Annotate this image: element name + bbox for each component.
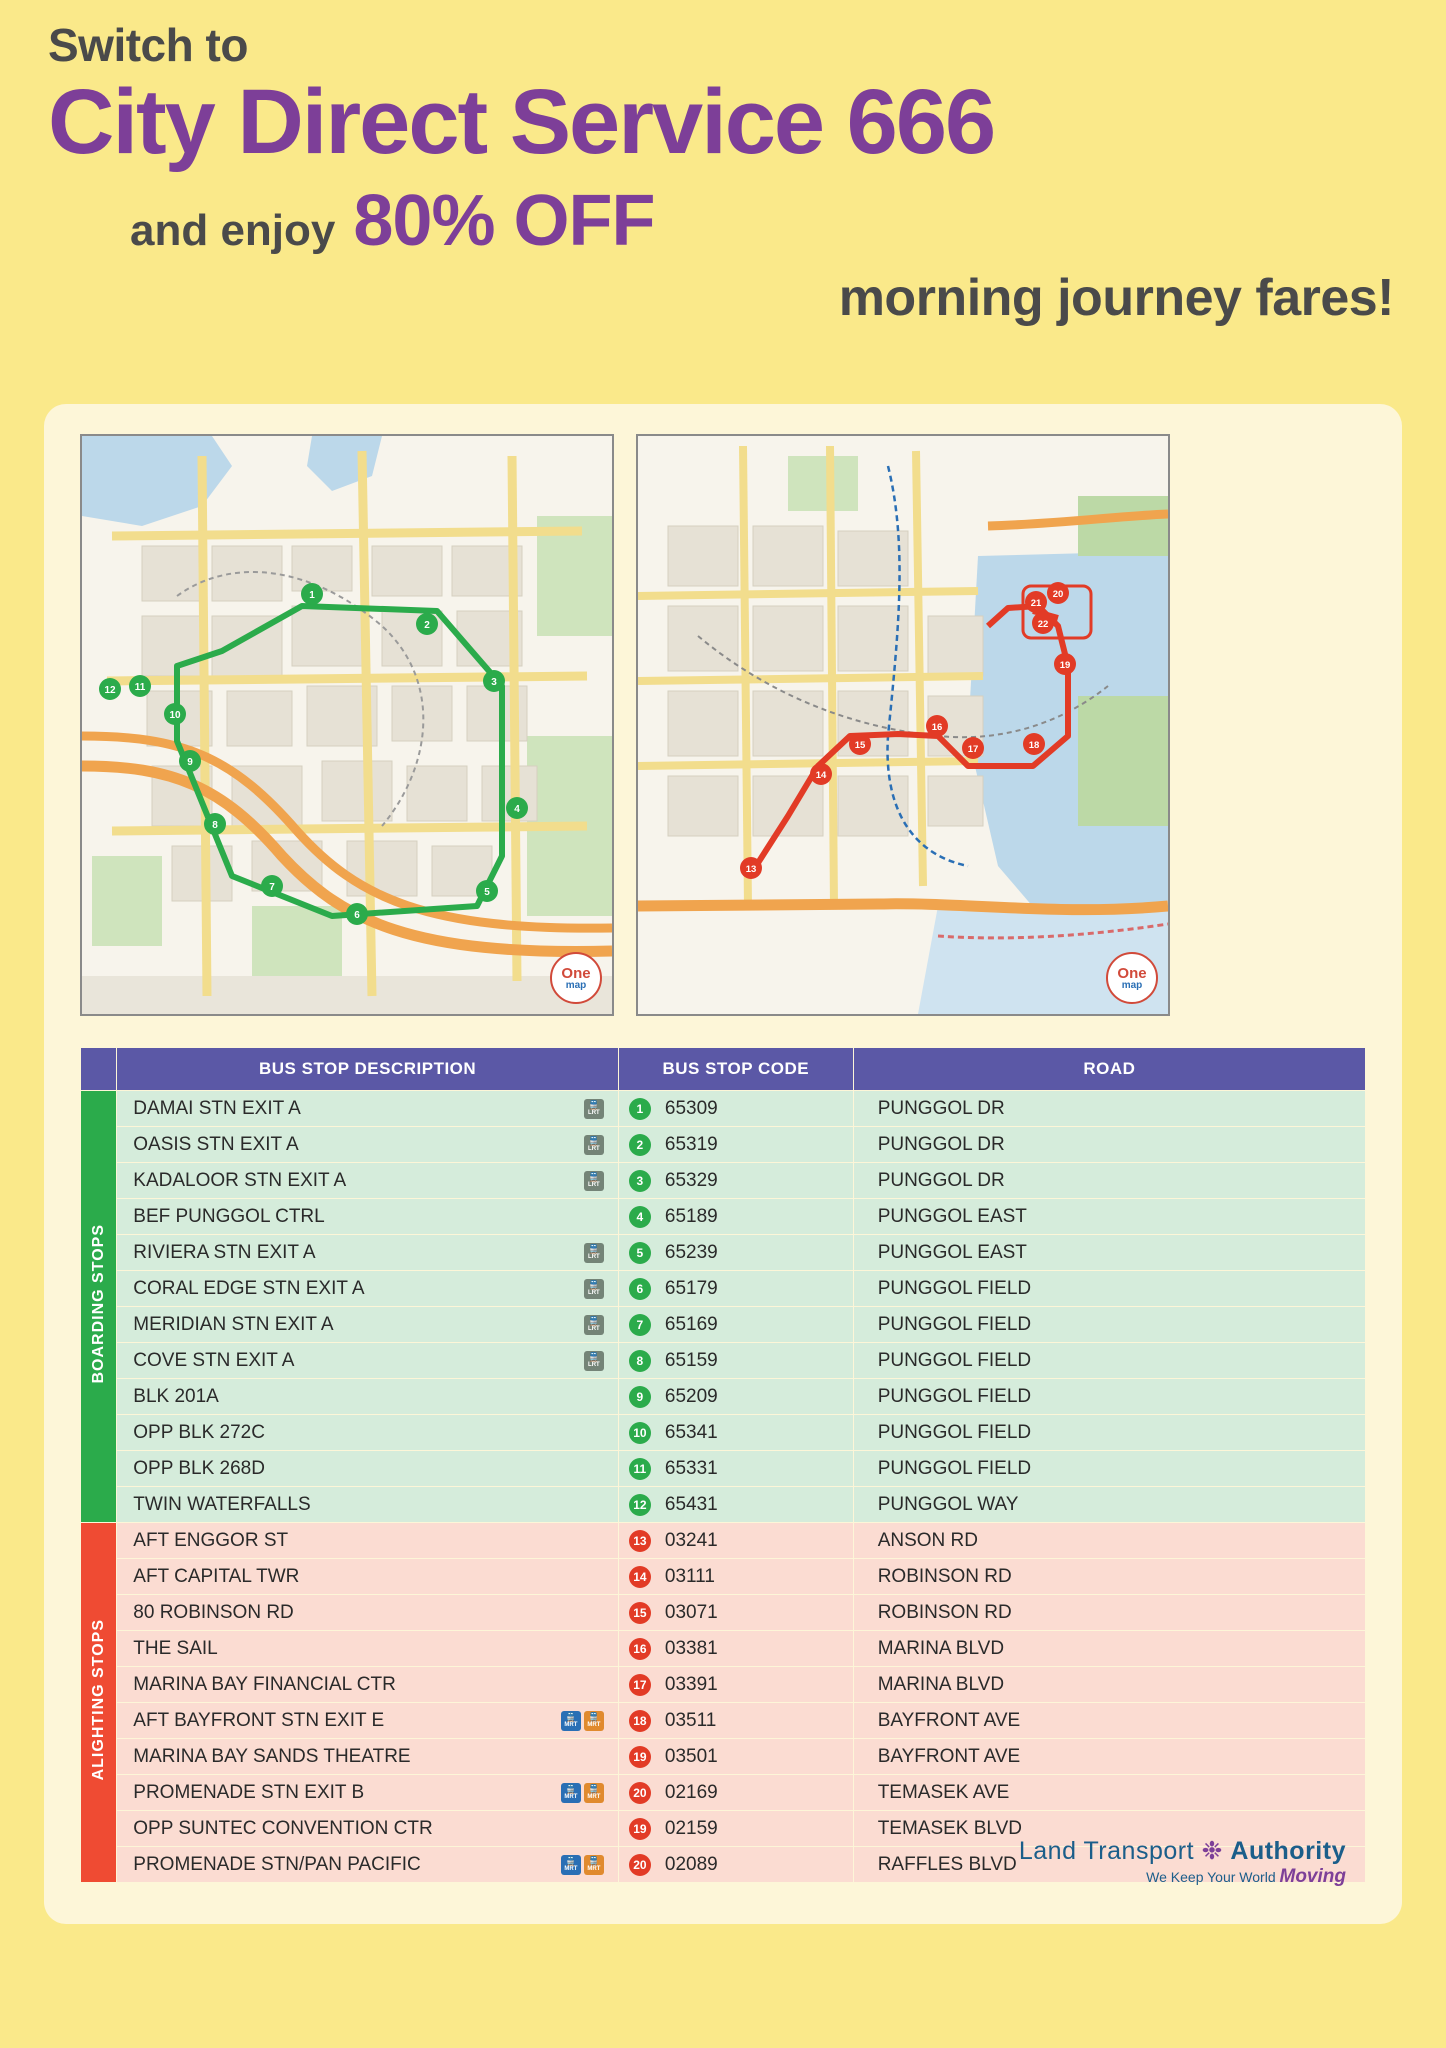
table-body [81,1091,1366,1886]
cell-bus-stop-description [117,1595,619,1631]
headline-and-enjoy: and enjoy [130,206,336,255]
map-marker-number: 19 [629,1746,651,1768]
cell-bus-stop-description [117,1199,619,1235]
cell-road: ROBINSON RD [853,1595,1365,1631]
svg-text:22: 22 [1037,619,1049,630]
bus-stop-description-text: MERIDIAN STN EXIT A [133,1313,334,1335]
table-row [81,1307,1366,1343]
table-row [81,1631,1366,1667]
lta-tagline-accent: Moving [1279,1866,1346,1888]
table-row [81,1595,1366,1631]
svg-text:20: 20 [1052,589,1064,600]
map-marker-number: 10 [629,1422,651,1444]
cell-bus-stop-code [618,1523,853,1559]
bus-stop-description-text: AFT ENGGOR ST [133,1529,289,1551]
table-row [81,1271,1366,1307]
bus-stop-description-text: COVE STN EXIT A [133,1349,295,1371]
lta-tagline [1019,1867,1346,1888]
map-marker-number: 18 [629,1710,651,1732]
cell-road: PUNGGOL FIELD [853,1415,1365,1451]
maps-row [80,434,1170,1016]
svg-text:4: 4 [514,804,520,815]
svg-text:7: 7 [269,882,275,893]
bus-stop-code-text: 65179 [664,1277,718,1299]
bus-stop-description-text: OPP BLK 272C [133,1421,265,1443]
bus-stop-description-text: MARINA BAY FINANCIAL CTR [133,1673,396,1695]
svg-text:15: 15 [854,740,866,751]
table-row [81,1343,1366,1379]
bus-stop-description-text: 80 ROBINSON RD [133,1601,294,1623]
svg-text:12: 12 [104,685,116,696]
lrt-icon: 🚆 LRT [584,1351,604,1371]
map-marker-number: 5 [629,1242,651,1264]
cell-road: BAYFRONT AVE [853,1739,1365,1775]
header-side-spacer [81,1048,117,1091]
bus-stop-description-text: RIVIERA STN EXIT A [133,1241,316,1263]
svg-text:9: 9 [187,757,193,768]
bus-stop-code-text: 02159 [664,1817,718,1839]
map-marker-number: 11 [629,1458,651,1480]
cell-bus-stop-code [618,1415,853,1451]
cell-road: ROBINSON RD [853,1559,1365,1595]
bus-stop-description-text: BEF PUNGGOL CTRL [133,1205,325,1227]
cell-road: PUNGGOL FIELD [853,1379,1365,1415]
cell-bus-stop-description [117,1487,619,1523]
cell-bus-stop-code [618,1451,853,1487]
bus-stops-table [80,1047,1366,1886]
map-city-graphic [638,436,1168,1014]
header-road: ROAD [853,1048,1365,1091]
bus-stop-description-text: THE SAIL [133,1637,218,1659]
svg-text:14: 14 [815,770,827,781]
cell-road: PUNGGOL WAY [853,1487,1365,1523]
cell-bus-stop-code [618,1271,853,1307]
headline-line-4: morning journey fares! [838,269,1394,327]
bus-stop-code-text: 65209 [664,1385,718,1407]
map-marker-number: 13 [629,1530,651,1552]
bus-stop-description-text: OASIS STN EXIT A [133,1133,299,1155]
map-marker-number: 9 [629,1386,651,1408]
mrt-icon: 🚆 MRT [584,1711,604,1731]
bus-stop-description-text: DAMAI STN EXIT A [133,1097,301,1119]
table-row [81,1235,1366,1271]
cell-bus-stop-description [117,1775,619,1811]
bus-stop-description-text: BLK 201A [133,1385,219,1407]
map-marker-number: 12 [629,1494,651,1516]
bus-stop-description-text: AFT BAYFRONT STN EXIT E [133,1709,385,1731]
map-marker-number: 8 [629,1350,651,1372]
bus-stop-code-text: 65329 [664,1169,718,1191]
bus-stop-code-text: 65319 [664,1133,718,1155]
map-marker-number: 20 [629,1854,651,1876]
cell-bus-stop-code [618,1163,853,1199]
cell-road: PUNGGOL FIELD [853,1343,1365,1379]
bus-stop-description-text: KADALOOR STN EXIT A [133,1169,347,1191]
bus-stop-code-text: 03381 [664,1637,718,1659]
bus-stop-description-text: CORAL EDGE STN EXIT A [133,1277,365,1299]
bus-stop-code-text: 03501 [664,1745,718,1767]
ribbon-icon: ❉ [1201,1836,1223,1865]
table-row [81,1703,1366,1739]
header-bus-stop-code: BUS STOP CODE [618,1048,853,1091]
lta-tagline-text: We Keep Your World [1146,1869,1276,1886]
headline-line-1: Switch to [48,19,248,71]
map-city[interactable] [636,434,1170,1016]
map-marker-number: 7 [629,1314,651,1336]
table-row [81,1667,1366,1703]
svg-text:13: 13 [745,864,757,875]
cell-road: PUNGGOL FIELD [853,1307,1365,1343]
cell-road: PUNGGOL FIELD [853,1271,1365,1307]
cell-road: PUNGGOL DR [853,1127,1365,1163]
svg-text:21: 21 [1030,598,1042,609]
cell-bus-stop-code [618,1307,853,1343]
bus-stop-code-text: 65189 [664,1205,718,1227]
bus-stop-code-text: 65341 [664,1421,718,1443]
cell-road: MARINA BLVD [853,1631,1365,1667]
headline-service-title: City Direct Service 666 [48,71,995,173]
bus-stop-description-text: PROMENADE STN/PAN PACIFIC [133,1853,421,1875]
mrt-icon: 🚆 MRT [561,1855,581,1875]
mrt-icon: 🚆 MRT [584,1855,604,1875]
cell-road: TEMASEK AVE [853,1775,1365,1811]
map-punggol-graphic [82,436,612,1014]
map-marker-number: 3 [629,1170,651,1192]
table-row [81,1091,1366,1127]
table-row [81,1559,1366,1595]
cell-road: PUNGGOL FIELD [853,1451,1365,1487]
onemap-watermark-left: One map [550,952,602,1004]
cell-bus-stop-description [117,1703,619,1739]
bus-stop-code-text: 03071 [664,1601,718,1623]
table-row [81,1163,1366,1199]
headline-offer-row [130,180,1406,262]
cell-bus-stop-description [117,1235,619,1271]
lrt-icon: 🚆 LRT [584,1315,604,1335]
cell-bus-stop-code [618,1703,853,1739]
cell-bus-stop-description [117,1343,619,1379]
cell-road: PUNGGOL DR [853,1163,1365,1199]
cell-bus-stop-description [117,1559,619,1595]
section-label-boarding: BOARDING STOPS [81,1091,117,1523]
cell-bus-stop-description [117,1415,619,1451]
lrt-icon: 🚆 LRT [584,1099,604,1119]
table-row [81,1775,1366,1811]
section-label-alighting: ALIGHTING STOPS [81,1523,117,1883]
cell-bus-stop-code [618,1811,853,1847]
onemap-watermark-right: One map [1106,952,1158,1004]
svg-text:16: 16 [931,722,943,733]
table-header-row [81,1048,1366,1091]
content-card [44,404,1402,1924]
lta-logo [1019,1838,1346,1888]
cell-bus-stop-code [618,1775,853,1811]
table-row [81,1379,1366,1415]
map-marker-number: 16 [629,1638,651,1660]
bus-stop-description-text: AFT CAPITAL TWR [133,1565,300,1587]
header-bus-stop-description: BUS STOP DESCRIPTION [117,1048,619,1091]
cell-bus-stop-description [117,1451,619,1487]
cell-road: TEMASEK BLVD [853,1811,1365,1847]
cell-road: MARINA BLVD [853,1667,1365,1703]
lta-name [1019,1838,1346,1866]
cell-bus-stop-description [117,1271,619,1307]
cell-bus-stop-code [618,1631,853,1667]
cell-bus-stop-description [117,1523,619,1559]
cell-bus-stop-description [117,1307,619,1343]
cell-bus-stop-code [618,1667,853,1703]
cell-road: BAYFRONT AVE [853,1703,1365,1739]
svg-text:3: 3 [491,677,497,688]
map-marker-number: 1 [629,1098,651,1120]
cell-bus-stop-description [117,1091,619,1127]
mrt-icon: 🚆 MRT [561,1783,581,1803]
cell-road: PUNGGOL DR [853,1091,1365,1127]
cell-bus-stop-code [618,1487,853,1523]
map-marker-number: 17 [629,1674,651,1696]
cell-bus-stop-description [117,1379,619,1415]
bus-stop-description-text: TWIN WATERFALLS [133,1493,311,1515]
cell-road: PUNGGOL EAST [853,1199,1365,1235]
svg-text:5: 5 [484,887,490,898]
table-row [81,1487,1366,1523]
map-marker-number: 2 [629,1134,651,1156]
cell-bus-stop-description [117,1739,619,1775]
bus-stop-description-text: PROMENADE STN EXIT B [133,1781,365,1803]
cell-bus-stop-code [618,1127,853,1163]
bus-stop-code-text: 03241 [664,1529,718,1551]
svg-text:19: 19 [1059,660,1071,671]
cell-road: PUNGGOL EAST [853,1235,1365,1271]
bus-stop-code-text: 65309 [664,1097,718,1119]
mrt-icon: 🚆 MRT [584,1783,604,1803]
svg-text:17: 17 [967,744,979,755]
map-marker-number: 4 [629,1206,651,1228]
headline-discount: 80% OFF [353,181,655,261]
cell-bus-stop-code [618,1847,853,1883]
bus-stop-description-text: OPP SUNTEC CONVENTION CTR [133,1817,433,1839]
bus-stop-code-text: 65169 [664,1313,718,1335]
map-marker-number: 15 [629,1602,651,1624]
cell-bus-stop-code [618,1091,853,1127]
cell-bus-stop-description [117,1667,619,1703]
cell-bus-stop-description [117,1631,619,1667]
bus-stop-code-text: 65431 [664,1493,718,1515]
table-row [81,1451,1366,1487]
cell-bus-stop-code [618,1343,853,1379]
lrt-icon: 🚆 LRT [584,1243,604,1263]
cell-bus-stop-code [618,1199,853,1235]
table-row [81,1415,1366,1451]
map-marker-number: 14 [629,1566,651,1588]
bus-stop-code-text: 65159 [664,1349,718,1371]
svg-text:18: 18 [1028,740,1040,751]
lrt-icon: 🚆 LRT [584,1279,604,1299]
bus-stop-code-text: 65331 [664,1457,718,1479]
lta-name-part1: Land Transport [1018,1836,1195,1865]
cell-road: ANSON RD [853,1523,1365,1559]
svg-text:6: 6 [354,910,360,921]
cell-bus-stop-code [618,1235,853,1271]
map-punggol[interactable] [80,434,614,1016]
map-marker-number: 6 [629,1278,651,1300]
svg-text:2: 2 [424,620,430,631]
bus-stop-code-text: 03391 [664,1673,718,1695]
svg-text:1: 1 [309,590,315,601]
cell-bus-stop-description [117,1847,619,1883]
poster-headline [0,0,1446,328]
lta-name-part2: Authority [1230,1836,1346,1865]
cell-bus-stop-description [117,1811,619,1847]
cell-bus-stop-code [618,1595,853,1631]
lrt-icon: 🚆 LRT [584,1171,604,1191]
bus-stop-code-text: 02169 [664,1781,718,1803]
cell-road: RAFFLES BLVD [853,1847,1365,1883]
table-row [81,1739,1366,1775]
bus-stop-description-text: OPP BLK 268D [133,1457,265,1479]
mrt-icon: 🚆 MRT [561,1711,581,1731]
map-marker-number: 19 [629,1818,651,1840]
bus-stop-code-text: 65239 [664,1241,718,1263]
map-marker-number: 20 [629,1782,651,1804]
table-row [81,1523,1366,1559]
table-row [81,1199,1366,1235]
cell-bus-stop-description [117,1163,619,1199]
svg-text:10: 10 [169,710,181,721]
cell-bus-stop-code [618,1379,853,1415]
bus-stop-description-text: MARINA BAY SANDS THEATRE [133,1745,411,1767]
table-row [81,1127,1366,1163]
cell-bus-stop-description [117,1127,619,1163]
lrt-icon: 🚆 LRT [584,1135,604,1155]
bus-stop-code-text: 03511 [664,1709,717,1731]
svg-text:8: 8 [212,820,218,831]
svg-text:11: 11 [134,682,146,693]
cell-bus-stop-code [618,1559,853,1595]
bus-stop-code-text: 03111 [664,1565,715,1587]
cell-bus-stop-code [618,1739,853,1775]
bus-stop-code-text: 02089 [664,1853,718,1875]
